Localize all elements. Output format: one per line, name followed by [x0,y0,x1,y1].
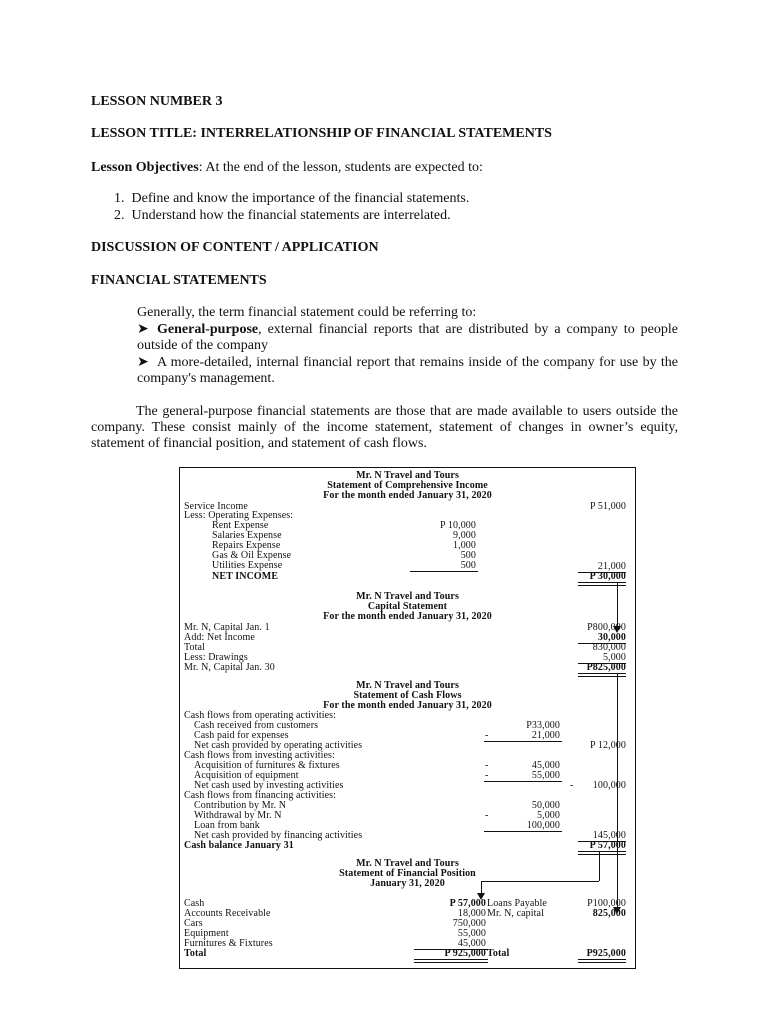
fin-row-mark: - [485,810,489,821]
arrow-bullet-icon: ➤ [137,322,149,337]
op-row-amount: 21,000 [531,730,560,741]
bullet-1: ➤ General-purpose, external financial reports that are distributed by a company to people outside of the company [137,322,678,353]
arrow-line-cash [599,851,600,881]
lesson-title: LESSON TITLE: INTERRELATIONSHIP OF FINANCIAL STATEMENTS [91,126,552,141]
less-opex-label: Less: Operating Expenses: [184,510,294,521]
income-h3: For the month ended January 31, 2020 [323,490,492,501]
asset-amount: 45,000 [457,938,486,949]
arrow-down-icon [477,893,485,900]
expense-amount: 1,000 [453,540,476,551]
inv-row-mark: - [485,770,489,781]
expense-label: Utilities Expense [212,560,283,571]
double-rule [578,673,626,677]
asset-label: Equipment [184,928,229,939]
fin-heading: Cash flows from financing activities: [184,790,337,801]
capital-h3: For the month ended January 31, 2020 [323,611,492,622]
objectives-label: Lesson Objectives [91,160,199,175]
fs-heading: FINANCIAL STATEMENTS [91,273,267,288]
net-income-label: NET INCOME [212,571,279,582]
fin-net-label: Net cash provided by financing activities [194,830,363,841]
expense-amount: 500 [460,560,476,571]
op-net-label: Net cash provided by operating activities [194,740,363,751]
double-rule [578,959,626,963]
inv-row-label: Acquisition of furnitures & fixtures [194,760,340,771]
liability-amount: 825,000 [592,908,626,919]
arrow-bullet-icon: ➤ [137,355,149,370]
double-rule [578,851,626,855]
fin-row-amount: 5,000 [537,810,560,821]
op-net-amount: P 12,000 [590,740,626,751]
capital-row-amount: P800,000 [587,622,626,633]
double-rule [578,582,626,586]
arrow-line-capital [617,673,618,909]
asset-label: Accounts Receivable [184,908,271,919]
double-rule [414,959,488,963]
discussion-heading: DISCUSSION OF CONTENT / APPLICATION [91,240,379,255]
financial-statements-box [179,467,636,969]
arrow-line-cash-horizontal [481,881,599,882]
expense-amount: P 10,000 [440,520,476,531]
fin-row-amount: 100,000 [526,820,560,831]
income-h1: Mr. N Travel and Tours [356,470,459,481]
position-h1: Mr. N Travel and Tours [356,858,459,869]
liability-label: Loans Payable [487,898,547,909]
cashflow-h1: Mr. N Travel and Tours [356,680,459,691]
income-h2: Statement of Comprehensive Income [327,480,488,491]
op-heading: Cash flows from operating activities: [184,710,337,721]
total-expenses-amount: 21,000 [597,561,626,572]
capital-row-amount: 5,000 [603,652,626,663]
fin-row-label: Withdrawal by Mr. N [194,810,282,821]
capital-row-label: Add: Net Income [184,632,255,643]
expense-amount: 500 [460,550,476,561]
service-income-label: Service Income [184,501,248,512]
capital-row-amount: 30,000 [597,632,626,643]
cashflow-h2: Statement of Cash Flows [353,690,462,701]
body-paragraph: The general-purpose financial statements are those that are made available to users outside the company. These consist mainly of the income statement, statement of changes in owner’s equity, statement of financial position, and statement of cash flows. [91,404,678,451]
inv-net-label: Net cash used by investing activities [194,780,344,791]
net-income-amount: P 30,000 [589,571,626,582]
objective-item-1: 1. Define and know the importance of the financial statements. [114,191,470,206]
inv-net-amount: 100,000 [592,780,626,791]
expense-label: Salaries Expense [212,530,282,541]
le-total-label: Total [487,948,510,959]
position-h3: January 31, 2020 [370,878,445,889]
capital-row-label: Total [184,642,205,653]
capital-row-label: Less: Drawings [184,652,248,663]
intro-text: Generally, the term financial statement could be referring to: [137,305,477,320]
fin-net-amount: 145,000 [592,830,626,841]
arrow-down-icon [613,626,621,633]
cashflow-h3: For the month ended January 31, 2020 [323,700,492,711]
arrow-line-net-income [617,582,618,627]
op-row-amount: P33,000 [526,720,560,731]
lesson-objectives [91,160,483,176]
inv-heading: Cash flows from investing activities: [184,750,335,761]
fin-row-amount: 50,000 [531,800,560,811]
op-row-mark: - [485,730,489,741]
bullet-2: ➤ A more-detailed, internal financial report that remains inside of the company for use by the company's management. [137,355,678,386]
asset-amount: 18,000 [457,908,486,919]
liability-label: Mr. N, capital [487,908,544,919]
lesson-number: LESSON NUMBER 3 [91,94,223,109]
objectives-text: : At the end of the lesson, students are expected to: [198,160,483,175]
liability-amount: P100,000 [587,898,626,909]
arrow-down-icon [613,907,621,914]
inv-net-mark: - [570,780,574,791]
inv-row-label: Acquisition of equipment [194,770,299,781]
fin-row-label: Contribution by Mr. N [194,800,287,811]
inv-row-amount: 55,000 [531,770,560,781]
rule [410,571,478,572]
position-h2: Statement of Financial Position [339,868,476,879]
op-row-label: Cash paid for expenses [194,730,289,741]
inv-row-mark: - [485,760,489,771]
assets-total-label: Total [184,948,207,959]
capital-h1: Mr. N Travel and Tours [356,591,459,602]
assets-total-amount: P 925,000 [444,948,486,959]
capital-row-amount: 830,000 [592,642,626,653]
asset-label: Cash [184,898,205,909]
fin-row-label: Loan from bank [194,820,260,831]
capital-row-amount: P825,000 [586,662,626,673]
capital-h2: Capital Statement [367,601,448,612]
le-total-amount: P925,000 [586,948,626,959]
asset-amount: P 57,000 [449,898,486,909]
asset-amount: 55,000 [457,928,486,939]
cash-balance-amount: P 57,000 [589,840,626,851]
expense-label: Repairs Expense [212,540,281,551]
cash-balance-label: Cash balance January 31 [184,840,294,851]
asset-label: Furnitures & Fixtures [184,938,273,949]
capital-row-label: Mr. N, Capital Jan. 30 [184,662,275,673]
inv-row-amount: 45,000 [531,760,560,771]
expense-label: Rent Expense [212,520,269,531]
asset-label: Cars [184,918,203,929]
expense-label: Gas & Oil Expense [212,550,292,561]
asset-amount: 750,000 [452,918,486,929]
op-row-label: Cash received from customers [194,720,319,731]
objective-item-2: 2. Understand how the financial statements are interrelated. [114,208,451,223]
expense-amount: 9,000 [453,530,476,541]
capital-row-label: Mr. N, Capital Jan. 1 [184,622,270,633]
service-income-amount: P 51,000 [590,501,626,512]
